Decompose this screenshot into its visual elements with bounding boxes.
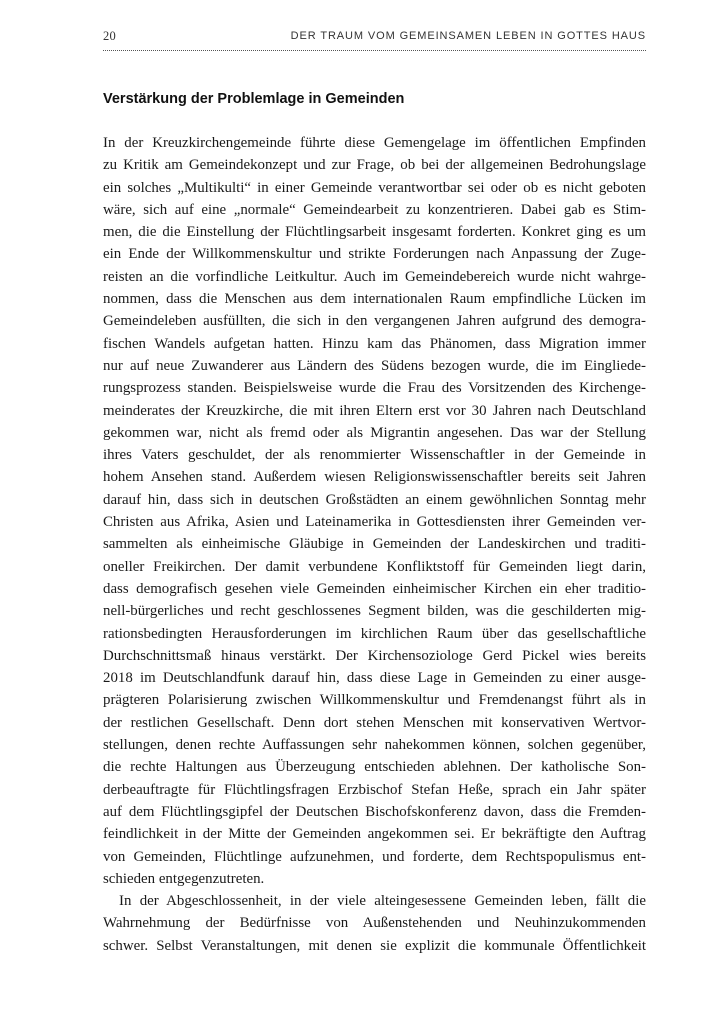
- page-number: 20: [103, 29, 117, 43]
- text-line: rationsbedingten Herausforderungen im kirchlichen Raum über das gesellschaftliche: [103, 625, 646, 642]
- text-line: stellungen, denen rechte Auffassungen sehr nahekommen können, solchen gegenüber,: [103, 737, 646, 754]
- text-line: ein solches „Multikulti“ in einer Gemeinde verantwortbar sei oder ob es nicht geboten: [103, 179, 646, 196]
- text-line: darauf hin, dass sich in deutschen Großstädten an einem gewöhnlichen Sonntag mehr: [103, 491, 646, 508]
- text-line: auf dem Flüchtlingsgipfel der Deutschen Bischofskonferenz davon, dass die Fremden-: [103, 803, 646, 820]
- text-line: nell-bürgerliches und recht geschlossenes Segment bilden, was die geschilderten mig-: [103, 603, 646, 620]
- text-line: nur auf neue Zuwanderer aus Ländern des Südens bezogen wurde, die im Eingliede-: [103, 357, 646, 374]
- text-line: der restlichen Gesellschaft. Denn dort stehen Menschen mit konservativen Wertvor-: [103, 714, 646, 731]
- text-line: die rechte Haltungen aus Überzeugung entschieden ablehnen. Der katholische Son-: [103, 759, 646, 776]
- paragraph: [103, 890, 646, 957]
- paragraph: [103, 132, 646, 890]
- text-line: oneller Freikirchen. Der damit verbundene Konfliktstoff für Gemeinden liegt darin,: [103, 558, 646, 575]
- text-line: von Gemeinden, Flüchtlinge aufzunehmen, und forderte, dem Rechtspopulismus ent-: [103, 848, 646, 865]
- running-title: DER TRAUM VOM GEMEINSAMEN LEBEN IN GOTTES HAUS: [290, 30, 646, 42]
- header-dotted-rule: [103, 50, 646, 51]
- running-head: [103, 29, 646, 47]
- text-line: rungsprozess standen. Beispielsweise wurde die Frau des Vorsitzenden des Kirchenge-: [103, 380, 646, 397]
- text-line: meinderates der Kreuzkirche, die mit ihren Eltern erst vor 30 Jahren nach Deutschland: [103, 402, 646, 419]
- text-line: Christen aus Afrika, Asien und Lateinamerika in Gottesdiensten ihrer Gemeinden ver-: [103, 514, 646, 531]
- text-line: hohem Ansehen stand. Außerdem wiesen Religionswissenschaftler bereits seit Jahren: [103, 469, 646, 486]
- text-line: Wahrnehmung der Bedürfnisse von Außenstehenden und Neuhinzukommenden: [103, 915, 646, 932]
- text-line: dass demografisch gesehen viele Gemeinden einheimischer Kirchen ein eher traditio-: [103, 580, 646, 597]
- text-line: Durchschnittsmaß hinaus verstärkt. Der Kirchensoziologe Gerd Pickel wies bereits: [103, 647, 646, 664]
- text-line: reisten an die vorfindliche Leitkultur. Auch im Gemeindebereich wurde nicht wahrge-: [103, 268, 646, 285]
- text-line: derbeauftragte für Flüchtlingsfragen Erzbischof Stefan Heße, sprach ein Jahr später: [103, 781, 646, 798]
- text-line: prägteren Polarisierung zwischen Willkommenskultur und Fremdenangst führt als in: [103, 692, 646, 709]
- text-line: gekommen war, nicht als fremd oder als Migrantin angesehen. Das war der Stellung: [103, 424, 646, 441]
- text-line: nommen, dass die Menschen aus dem internationalen Raum empfindliche Lücken im: [103, 291, 646, 308]
- section-heading: Verstärkung der Problemlage in Gemeinden: [103, 91, 405, 107]
- text-line: schwer. Selbst Veranstaltungen, mit denen sie explizit die kommunale Öffentlichkeit: [103, 937, 646, 954]
- body-text: [103, 132, 646, 957]
- text-line: In der Abgeschlossenheit, in der viele alteingesessene Gemeinden leben, fällt die: [119, 893, 646, 910]
- text-line: In der Kreuzkirchengemeinde führte diese Gemengelage im öffentlichen Empfinden: [103, 135, 646, 151]
- text-line: wäre, sich auf eine „normale“ Gemeindearbeit zu konzentrieren. Dabei gab es Stim-: [103, 201, 646, 218]
- text-line: sammelten als einheimische Gläubige in Gemeinden der Landeskirchen und traditi-: [103, 536, 646, 553]
- text-line: Gemeindeleben ausfüllten, die sich in den vergangenen Jahren aufgrund des demogra-: [103, 313, 646, 330]
- text-line: fischen Wandels aufgetan hatten. Hinzu kam das Phänomen, dass Migration immer: [103, 335, 646, 352]
- text-line: schieden entgegenzutreten.: [103, 870, 265, 887]
- text-line: feindlichkeit in der Mitte der Gemeinden angekommen sei. Er bekräftigte den Auftrag: [103, 826, 646, 843]
- text-line: 2018 im Deutschlandfunk darauf hin, dass diese Lage in Gemeinden zu einer ausge-: [103, 670, 646, 687]
- text-line: zu Kritik am Gemeindekonzept und zur Frage, ob bei der allgemeinen Bedrohungslage: [103, 157, 646, 174]
- text-line: ihres Vaters geschuldet, der als renommierter Wissenschaftler in der Gemeinde in: [103, 447, 646, 464]
- text-line: ein Ende der Willkommenskultur und strikte Forderungen nach Anpassung der Zuge-: [103, 246, 646, 263]
- text-line: men, die die Einstellung der Flüchtlingsarbeit insgesamt forderten. Konkret ging es um: [103, 224, 646, 241]
